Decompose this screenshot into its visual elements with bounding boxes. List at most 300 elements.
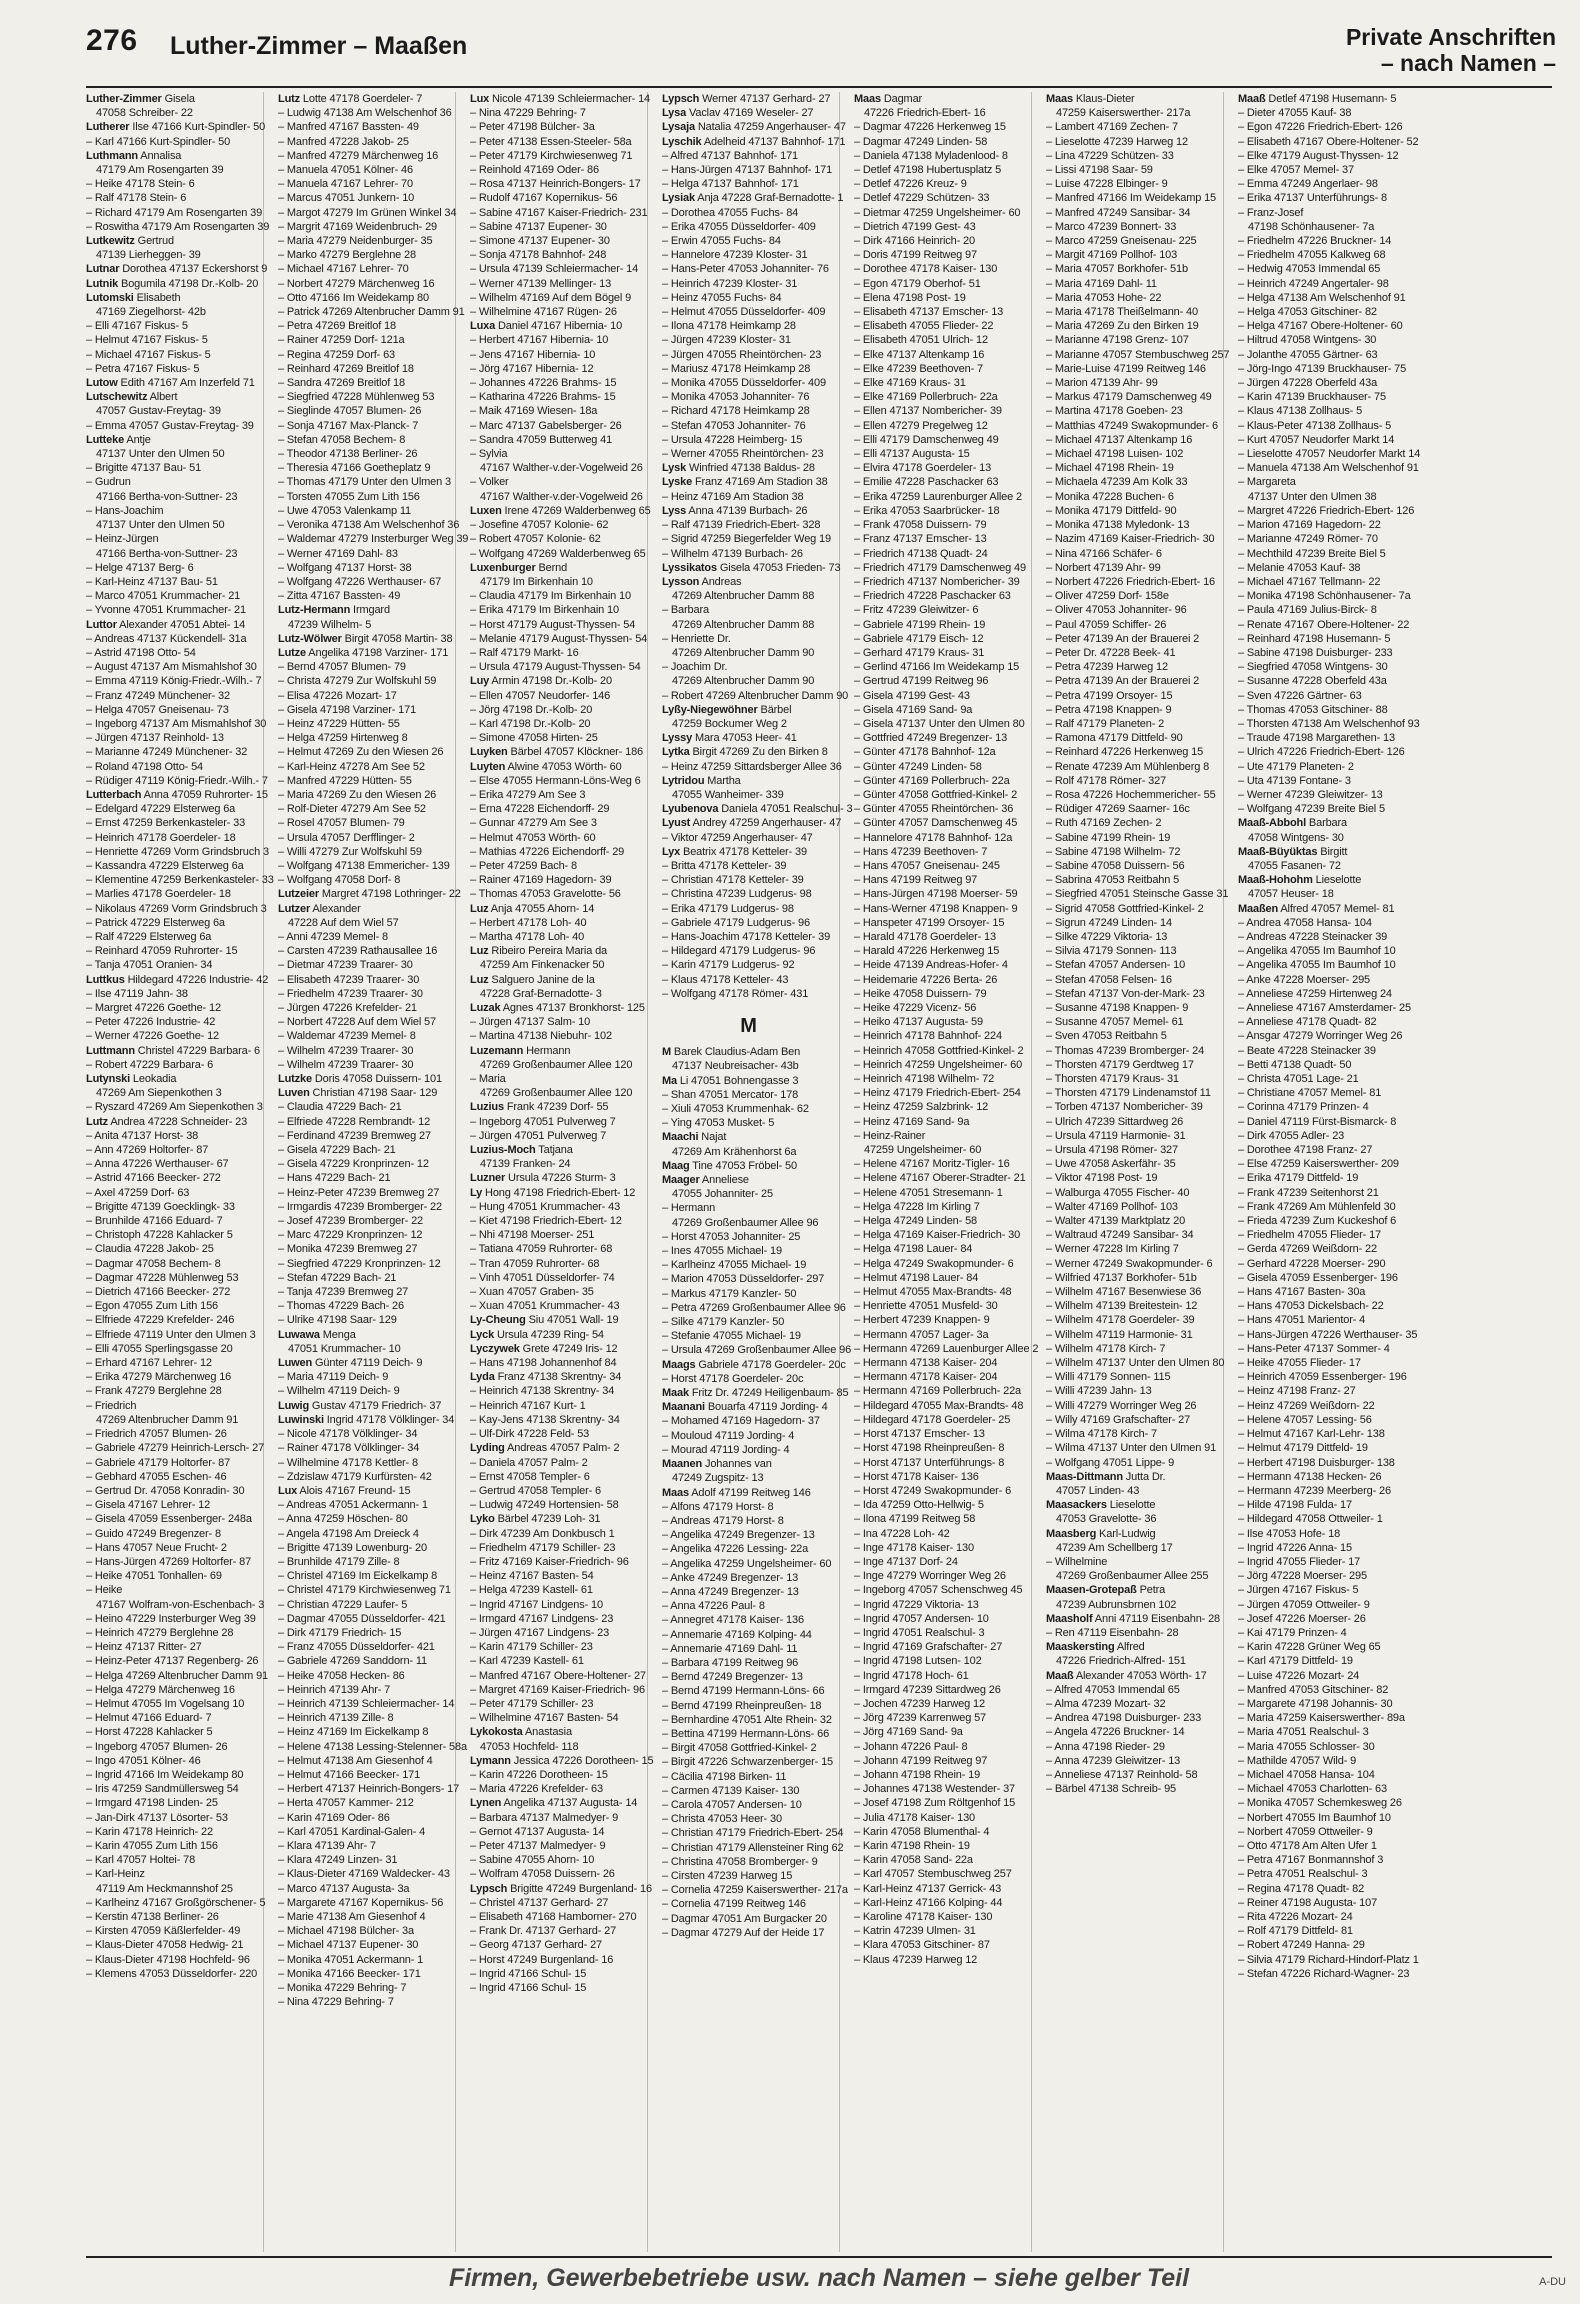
directory-entry: – Detlef 47229 Schützen- 33: [854, 192, 990, 205]
directory-entry: – Manfred 47249 Sansibar- 34: [1046, 206, 1191, 219]
directory-entry: Lyske Franz 47169 Am Stadion 38: [662, 476, 828, 489]
directory-entry: – Siegfried 47228 Mühlenweg 53: [278, 391, 435, 404]
directory-entry: – Daniela 47138 Myladenlood- 8: [854, 149, 1008, 162]
directory-entry: – Angelika 47055 Im Baumhof 10: [1238, 959, 1396, 972]
directory-entry: – Erwin 47055 Fuchs- 84: [662, 235, 781, 248]
directory-entry: 47053 Hochfeld- 118: [480, 1740, 579, 1753]
directory-entry: – Erika 47137 Unterführungs- 8: [1238, 192, 1387, 205]
directory-entry: Lutz Lotte 47178 Goerdeler- 7: [278, 93, 423, 105]
directory-entry: – Christa 47053 Heer- 30: [662, 1813, 782, 1826]
directory-entry: – Luise 47228 Elbinger- 9: [1046, 178, 1168, 191]
directory-entry: – Guido 47249 Bregenzer- 8: [86, 1527, 221, 1540]
directory-entry: – Helga 47057 Gneisenau- 73: [86, 703, 229, 716]
directory-entry: – Petra 47199 Orsoyer- 15: [1046, 689, 1173, 702]
directory-entry: – Xuan 47057 Graben- 35: [470, 1286, 594, 1299]
directory-entry: – Karl-Heinz 47278 Am See 52: [278, 760, 425, 773]
directory-entry: – Marie 47138 Am Giesenhof 4: [278, 1911, 426, 1923]
directory-entry: – Frank Dr. 47137 Gerhard- 27: [470, 1925, 617, 1938]
directory-entry: – Sabine 47198 Wilhelm- 72: [1046, 845, 1181, 858]
directory-entry: Lykokosta Anastasia: [470, 1726, 572, 1739]
directory-entry: Luyken Bärbel 47057 Klöckner- 186: [470, 746, 643, 759]
directory-entry: – Heino 47229 Insterburger Weg 39: [86, 1612, 256, 1625]
directory-entry: – Friedrich 47228 Paschacker 63: [854, 590, 1011, 603]
directory-entry: – Ann 47269 Holtorfer- 87: [86, 1144, 209, 1157]
directory-entry: – Wilhelm 47167 Besenwiese 36: [1046, 1286, 1202, 1299]
directory-entry: – Hans 47199 Reitweg 97: [854, 874, 978, 887]
directory-entry: – Erika 47279 Am See 3: [470, 788, 586, 801]
directory-entry: – Marianne 47249 Münchener- 32: [86, 746, 248, 759]
section-heading-line2: – nach Namen –: [1380, 50, 1556, 76]
directory-entry: – Rolf 47178 Römer- 327: [1046, 774, 1167, 787]
directory-entry: 47179 Am Rosengarten 39: [96, 164, 224, 177]
directory-entry: – Margarete 47167 Kopernikus- 56: [278, 1896, 444, 1909]
directory-entry: – Dietmar 47259 Ungelsheimer- 60: [854, 206, 1021, 219]
directory-entry: – Ellen 47137 Nombericher- 39: [854, 405, 1002, 418]
directory-entry: – Jürgen 47059 Ottweiler- 9: [1238, 1598, 1370, 1611]
directory-entry: – Marion 47053 Düsseldorfer- 297: [662, 1273, 825, 1286]
directory-entry: – Sven 47226 Gärtner- 63: [1238, 689, 1362, 702]
directory-entry: – Ralf 47139 Friedrich-Ebert- 328: [662, 519, 821, 532]
directory-entry: Lutschewitz Albert: [86, 391, 178, 404]
directory-entry: 47269 Großenbaumer Allee 255: [1056, 1570, 1209, 1583]
directory-entry: – Helga 47228 Im Kirling 7: [854, 1200, 980, 1213]
directory-entry: – Anita 47137 Horst- 38: [86, 1129, 199, 1142]
directory-entry: – Annemarie 47169 Kolping- 44: [662, 1628, 812, 1641]
directory-entry: 47269 Großenbaumer Allee 120: [480, 1058, 633, 1071]
directory-entry: – Norbert 47139 Ahr- 99: [1046, 561, 1161, 574]
directory-entry: – Robert 47249 Hanna- 29: [1238, 1939, 1365, 1952]
directory-entry: – Ingrid 47051 Realschul- 3: [854, 1626, 985, 1639]
section-heading-line1: Private Anschriften: [1345, 24, 1556, 50]
directory-entry: – Bernhardine 47051 Alte Rhein- 32: [662, 1713, 832, 1726]
directory-entry: Maager Anneliese: [662, 1174, 749, 1187]
directory-entry: – Manuela 47138 Am Welschenhof 91: [1238, 462, 1419, 475]
page-header: [86, 24, 1566, 84]
directory-entry: – Helene 47138 Lessing-Stelenner- 58a: [278, 1740, 467, 1753]
directory-entry: – Melanie 47179 August-Thyssen- 54: [470, 632, 648, 645]
directory-entry: – Brunhilde 47166 Eduard- 7: [86, 1215, 223, 1228]
section-heading: [1346, 24, 1556, 76]
directory-entry: – Helmut 47055 Max-Brandts- 48: [854, 1286, 1012, 1299]
directory-entry: – Mathias 47226 Eichendorff- 29: [470, 845, 625, 858]
directory-entry: – Monika 47138 Myledonk- 13: [1046, 519, 1190, 532]
directory-entry: Luwen Günter 47119 Deich- 9: [278, 1357, 423, 1370]
directory-entry: – Heike 47051 Tonhallen- 69: [86, 1570, 222, 1583]
directory-entry: – Klaus 47178 Ketteler- 43: [662, 973, 789, 986]
directory-entry: Maaskersting Alfred: [1046, 1641, 1145, 1654]
directory-entry: – Monika 47053 Johanniter- 76: [662, 391, 810, 404]
directory-entry: – Wilhelm 47119 Deich- 9: [278, 1385, 400, 1398]
directory-entry: 47119 Am Heckmannshof 25: [96, 1882, 233, 1895]
directory-entry: – Zitta 47167 Bassten- 49: [278, 590, 401, 603]
directory-entry: – Angela 47198 Am Dreieck 4: [278, 1527, 419, 1540]
directory-entry: – Jürgen 47239 Kloster- 31: [662, 334, 791, 347]
directory-entry: – Marko 47279 Berglehne 28: [278, 249, 416, 262]
directory-entry: 47269 Altenbrucher Damm 88: [672, 590, 815, 603]
directory-entry: – Gabriele 47269 Sanddorn- 11: [278, 1655, 427, 1668]
directory-entry: – Rosel 47057 Blumen- 79: [278, 817, 405, 830]
directory-entry: – Sabine 47167 Kaiser-Friedrich- 231: [470, 206, 648, 219]
directory-entry: – Claudia 47179 Im Birkenhain 10: [470, 590, 631, 603]
directory-entry: Lyck Ursula 47239 Ring- 54: [470, 1328, 604, 1341]
directory-entry: – Harald 47178 Goerdeler- 13: [854, 930, 996, 943]
directory-entry: – Ansgar 47279 Worringer Weg 26: [1238, 1030, 1403, 1043]
directory-entry: – Heinz-Jürgen: [86, 533, 159, 546]
directory-entry: – Monika 47179 Dittfeld- 90: [1046, 504, 1177, 517]
directory-entry: – Werner 47228 Im Kirling 7: [1046, 1243, 1179, 1256]
directory-entry: – Helga 47169 Kaiser-Friedrich- 30: [854, 1229, 1021, 1242]
directory-entry: – Heinz 47259 Salzbrink- 12: [854, 1101, 989, 1114]
directory-entry: – Barbara 47199 Reitweg 96: [662, 1656, 799, 1669]
directory-entry: – Margret 47226 Friedrich-Ebert- 126: [1238, 504, 1415, 517]
directory-entry: – Hans-Jürgen 47226 Werthauser- 35: [1238, 1328, 1418, 1341]
directory-entry: – Waldemar 47239 Memel- 8: [278, 1030, 416, 1043]
directory-entry: – Petra 47198 Knappen- 9: [1046, 703, 1172, 716]
footer-divider: [86, 2256, 1552, 2258]
directory-entry: – Andrea 47198 Duisburger- 233: [1046, 1712, 1202, 1725]
directory-entry: – Angelika 47259 Ungelsheimer- 60: [662, 1557, 832, 1570]
directory-entry: Lutherer Ilse 47166 Kurt-Spindler- 50: [86, 121, 266, 134]
directory-entry: – Günter 47169 Pollerbruch- 22a: [854, 774, 1010, 787]
directory-entry: – Ursula 47139 Schleiermacher- 14: [470, 263, 639, 276]
directory-entry: – Margot 47279 Im Grünen Winkel 34: [278, 206, 457, 219]
directory-entry: – Christian 47229 Laufer- 5: [278, 1598, 408, 1611]
directory-entry: – Torben 47137 Nombericher- 39: [1046, 1101, 1203, 1114]
directory-entry: – Elisabeth 47051 Ulrich- 12: [854, 334, 988, 347]
directory-entry: – Jürgen 47228 Oberfeld 43a: [1238, 377, 1378, 390]
directory-entry: Luther-Zimmer Gisela: [86, 93, 195, 105]
directory-entry: – Marion 47139 Ahr- 99: [1046, 377, 1158, 390]
directory-entry: – Dietmar 47239 Traarer- 30: [278, 959, 413, 972]
listing-column-6: [1046, 92, 1230, 2252]
directory-entry: – Margret 47226 Goethe- 12: [86, 1002, 221, 1014]
directory-entry: – Bettina 47199 Hermann-Löns- 66: [662, 1727, 830, 1740]
directory-entry: – Günter 47057 Damschenweg 45: [854, 817, 1018, 830]
directory-entry: – Wolfgang 47269 Walderbenweg 65: [470, 547, 646, 560]
directory-entry: – Klara 47249 Linzen- 31: [278, 1854, 398, 1867]
directory-entry: – Monika 47051 Ackermann- 1: [278, 1953, 424, 1966]
directory-entry: 47259 Ungelsheimer- 60: [864, 1144, 982, 1157]
directory-entry: – Detlef 47198 Hubertusplatz 5: [854, 164, 1002, 177]
directory-entry: – Ilona 47178 Heimkamp 28: [662, 320, 796, 333]
directory-entry: – Helga 47137 Bahnhof- 171: [662, 178, 799, 191]
directory-entry: – Horst 47178 Kaiser- 136: [854, 1470, 979, 1483]
directory-entry: – Andreas 47137 Kückendell- 31a: [86, 632, 247, 645]
directory-entry: – Markus 47179 Damschenweg 49: [1046, 391, 1212, 404]
directory-entry: – Beate 47228 Steinacker 39: [1238, 1044, 1376, 1057]
directory-entry: – Paula 47169 Julius-Birck- 8: [1238, 604, 1377, 617]
directory-entry: – Johannes 47226 Brahms- 15: [470, 377, 617, 390]
directory-entry: – Peter 47179 Kirchwiesenweg 71: [470, 149, 633, 162]
directory-entry: – Heinz-Peter 47137 Regenberg- 26: [86, 1655, 259, 1668]
directory-entry: 47269 Großenbaumer Allee 96: [672, 1216, 819, 1229]
directory-entry: – Heinrich 47139 Schleiermacher- 14: [278, 1697, 455, 1710]
directory-entry: – Rainer 47169 Hagedorn- 39: [470, 874, 612, 887]
listing-column-5: [854, 92, 1039, 2252]
directory-entry: – Kiet 47198 Friedrich-Ebert- 12: [470, 1215, 622, 1228]
directory-entry: – Gottfried 47249 Bregenzer- 13: [854, 732, 1008, 745]
directory-entry: – Nazim 47169 Kaiser-Friedrich- 30: [1046, 533, 1215, 546]
directory-entry: – Theodor 47138 Berliner- 26: [278, 448, 418, 461]
directory-entry: Luxa Daniel 47167 Hibernia- 10: [470, 320, 623, 333]
directory-entry: – Sigrid 47259 Biegerfelder Weg 19: [662, 533, 831, 546]
directory-entry: – Renate 47167 Obere-Holtener- 22: [1238, 618, 1410, 631]
directory-entry: – Rüdiger 47119 König-Friedr.-Wilh.- 7: [86, 774, 268, 787]
directory-entry: – Norbert 47226 Friedrich-Ebert- 16: [1046, 575, 1215, 588]
directory-entry: Lyda Franz 47138 Skrentny- 34: [470, 1371, 622, 1384]
directory-entry: – Heinz 47169 Sand- 9a: [854, 1115, 970, 1128]
directory-entry: – Marianne 47249 Römer- 70: [1238, 533, 1378, 546]
directory-entry: 47055 Johanniter- 25: [672, 1188, 773, 1201]
directory-entry: – Wolfgang 47239 Breite Biel 5: [1238, 803, 1385, 816]
directory-entry: – Dagmar 47055 Düsseldorfer- 421: [278, 1612, 446, 1625]
directory-entry: – Elvira 47178 Goerdeler- 13: [854, 462, 992, 475]
directory-entry: – Betti 47138 Quadt- 50: [1238, 1058, 1352, 1071]
directory-entry: – Reinhold 47169 Oder- 86: [470, 164, 599, 177]
directory-entry: – Ursula 47057 Derfflinger- 2: [278, 831, 415, 844]
directory-entry: – Elisabeth 47167 Obere-Holtener- 52: [1238, 135, 1419, 148]
directory-entry: – Silke 47179 Kanzler- 50: [662, 1316, 785, 1329]
directory-entry: – Helga 47279 Märchenweg 16: [86, 1683, 235, 1696]
directory-entry: – Hermann: [662, 1202, 716, 1215]
directory-entry: – Maria: [470, 1073, 506, 1086]
directory-entry: – Hermann 47178 Kaiser- 204: [854, 1371, 998, 1384]
directory-entry: – Karin 47139 Bruckhauser- 75: [1238, 391, 1386, 404]
directory-entry: – Ines 47055 Michael- 19: [662, 1245, 782, 1258]
directory-entry: – Norbert 47055 Im Baumhof 10: [1238, 1811, 1391, 1824]
directory-entry: Maachi Najat: [662, 1131, 727, 1144]
directory-entry: – Bernd 47199 Rheinpreußen- 18: [662, 1699, 822, 1712]
directory-entry: – Jürgen 47137 Salm- 10: [470, 1016, 591, 1029]
directory-entry: – Willi 47279 Worringer Weg 26: [1046, 1399, 1197, 1412]
directory-entry: – Marc 47137 Gabelsberger- 26: [470, 419, 622, 432]
directory-entry: – Petra 47139 An der Brauerei 2: [1046, 675, 1200, 688]
directory-entry: – Astrid 47198 Otto- 54: [86, 646, 196, 659]
directory-entry: – Klaus 47138 Zollhaus- 5: [1238, 405, 1363, 418]
directory-entry: – Wolfram 47058 Duissern- 26: [470, 1868, 615, 1881]
directory-entry: – Anni 47239 Memel- 8: [278, 930, 388, 943]
directory-entry: – Margarete 47198 Johannis- 30: [1238, 1697, 1393, 1710]
directory-entry: – Bernd 47199 Hermann-Löns- 66: [662, 1685, 825, 1698]
directory-entry: – Christoph 47228 Kahlacker 5: [86, 1229, 233, 1242]
directory-entry: – Peter 47138 Essen-Steeler- 58a: [470, 135, 632, 148]
directory-entry: – Margrit 47169 Weidenbruch- 29: [278, 220, 438, 233]
directory-entry: – Irmgard 47167 Lindgens- 23: [470, 1612, 614, 1625]
directory-entry: – Maria 47259 Kaiserswerther- 89a: [1238, 1712, 1405, 1725]
directory-entry: – Karl 47166 Kurt-Spindler- 50: [86, 135, 231, 148]
directory-entry: – Zdzislaw 47179 Kurfürsten- 42: [278, 1470, 432, 1483]
directory-entry: – Josef 47226 Moerser- 26: [1238, 1612, 1366, 1625]
directory-entry: – Stefan 47058 Felsen- 16: [1046, 973, 1172, 986]
directory-entry: – Hans 47167 Basten- 30a: [1238, 1286, 1366, 1299]
directory-entry: Lysson Andreas: [662, 575, 742, 588]
directory-entry: – Manfred 47167 Obere-Holtener- 27: [470, 1669, 646, 1682]
directory-entry: – Kurt 47057 Neudorfer Markt 14: [1238, 433, 1395, 446]
directory-entry: – Katrin 47239 Ulmen- 31: [854, 1925, 976, 1938]
directory-entry: – Ernst 47058 Templer- 6: [470, 1470, 590, 1483]
directory-entry: – Angelika 47226 Lessing- 22a: [662, 1543, 809, 1556]
directory-entry: – Karl-Heinz 47137 Gerrick- 43: [854, 1882, 1002, 1895]
directory-entry: – Shan 47051 Mercator- 178: [662, 1088, 799, 1101]
directory-entry: – Gerhard 47228 Moerser- 290: [1238, 1257, 1386, 1270]
directory-entry: – Monika 47239 Bremweg 27: [278, 1243, 418, 1256]
directory-entry: – Lieselotte 47057 Neudorfer Markt 14: [1238, 448, 1421, 461]
directory-entry: Luz Salguero Janine de la: [470, 973, 595, 986]
directory-entry: Lutz Andrea 47228 Schneider- 23: [86, 1115, 248, 1128]
directory-entry: Lyßy-Niegewöhner Bärbel: [662, 703, 792, 716]
directory-entry: Lutzke Doris 47058 Duissern- 101: [278, 1073, 442, 1086]
directory-entry: – Gisela 47059 Essenberger- 196: [1238, 1271, 1398, 1284]
directory-entry: 47228 Graf-Bernadotte- 3: [480, 987, 602, 1000]
directory-entry: – Rolf 47179 Dittfeld- 81: [1238, 1925, 1353, 1938]
directory-entry: – Alma 47239 Mozart- 32: [1046, 1697, 1166, 1710]
directory-entry: – Sabine 47137 Eupener- 30: [470, 220, 607, 233]
directory-entry: – Siegfried 47051 Steinsche Gasse 31: [1046, 888, 1229, 901]
page-number: 276: [86, 24, 138, 57]
directory-entry: – Manuela 47167 Lehrer- 70: [278, 178, 413, 191]
directory-entry: Maags Gabriele 47178 Goerdeler- 20c: [662, 1358, 846, 1371]
directory-entry: – Heiko 47137 Augusta- 59: [854, 1016, 983, 1029]
directory-entry: – Oliver 47053 Johanniter- 96: [1046, 604, 1187, 617]
directory-entry: – Uwe 47058 Askerfähr- 35: [1046, 1158, 1176, 1171]
directory-entry: – Elfriede 47119 Unter den Ulmen 3: [86, 1328, 256, 1341]
directory-entry: Maasackers Lieselotte: [1046, 1499, 1156, 1512]
directory-entry: – Ursula 47269 Großenbaumer Allee 96: [662, 1344, 852, 1357]
directory-entry: – Elisa 47226 Mozart- 17: [278, 689, 397, 702]
directory-entry: Lutze Angelika 47198 Varziner- 171: [278, 646, 449, 659]
directory-entry: – Wilhelm 47139 Burbach- 26: [662, 547, 803, 560]
directory-entry: – Michael 47167 Lehrer- 70: [278, 263, 409, 276]
directory-entry: – Marlies 47178 Goerdeler- 18: [86, 888, 231, 901]
directory-entry: – Lissi 47198 Saar- 59: [1046, 164, 1153, 177]
directory-entry: – Hans-Jürgen 47137 Bahnhof- 171: [662, 164, 833, 177]
directory-entry: – Simone 47058 Hirten- 25: [470, 732, 598, 745]
directory-entry: – Ingrid 47229 Viktoria- 13: [854, 1598, 979, 1611]
directory-entry: – Helga 47053 Gitschiner- 82: [1238, 306, 1377, 319]
directory-entry: – Dagmar 47228 Mühlenweg 53: [86, 1271, 239, 1284]
directory-entry: – Nina 47166 Schäfer- 6: [1046, 547, 1162, 560]
directory-entry: – Gisela 47167 Lehrer- 12: [86, 1499, 211, 1512]
directory-entry: 47167 Walther-v.der-Vogelweid 26: [480, 462, 643, 475]
directory-entry: – Johann 47199 Reitweg 97: [854, 1754, 988, 1767]
directory-entry: – Ulrich 47226 Friedrich-Ebert- 126: [1238, 746, 1405, 759]
directory-entry: – Otto 47166 Im Weidekamp 80: [278, 291, 429, 304]
directory-entry: – Viktor 47259 Angerhauser- 47: [662, 831, 813, 844]
directory-entry: – Manuela 47051 Kölner- 46: [278, 164, 413, 177]
directory-entry: 47166 Bertha-von-Suttner- 23: [96, 490, 238, 503]
directory-entry: – Rudolf 47167 Kopernikus- 56: [470, 192, 618, 205]
directory-entry: – Karin 47178 Heinrich- 22: [86, 1825, 213, 1838]
directory-entry: – Inge 47137 Dorf- 24: [854, 1555, 958, 1568]
directory-entry: – Corinna 47179 Prinzen- 4: [1238, 1101, 1369, 1114]
directory-entry: – Hans 47051 Marientor- 4: [1238, 1314, 1366, 1327]
directory-entry: – Dagmar 47279 Auf der Heide 17: [662, 1926, 825, 1939]
directory-entry: – Paul 47059 Schiffer- 26: [1046, 618, 1167, 631]
directory-entry: – Wilhelm 47169 Auf dem Bögel 9: [470, 291, 632, 304]
directory-entry: – Thomas 47053 Gitschiner- 88: [1238, 703, 1388, 716]
directory-entry: Maasen-Grotepaß Petra: [1046, 1584, 1166, 1597]
directory-entry: – Günter 47055 Rheintörchen- 36: [854, 803, 1014, 816]
directory-entry: – Gisela 47229 Kronprinzen- 12: [278, 1158, 429, 1171]
directory-entry: – Jürgen 47055 Rheintörchen- 23: [662, 348, 822, 361]
directory-entry: – Erhard 47167 Lehrer- 12: [86, 1357, 212, 1370]
directory-entry: – Heinz 47167 Basten- 54: [470, 1570, 594, 1583]
directory-entry: – Ingrid 47166 Schul- 15: [470, 1967, 587, 1980]
directory-entry: – Karl 47057 Stembuschweg 257: [854, 1868, 1012, 1881]
directory-entry: – Maria 47051 Realschul- 3: [1238, 1726, 1369, 1739]
directory-entry: – Frank 47239 Seitenhorst 21: [1238, 1186, 1379, 1199]
directory-entry: – Heinz 47269 Weißdorn- 22: [1238, 1399, 1375, 1412]
directory-entry: – Mechthild 47239 Breite Biel 5: [1238, 547, 1386, 560]
directory-entry: – Gabriele 47279 Heinrich-Lersch- 27: [86, 1442, 265, 1455]
directory-entry: – Kai 47179 Prinzen- 4: [1238, 1626, 1347, 1639]
directory-entry: 47051 Krummacher- 10: [288, 1342, 401, 1355]
directory-entry: – Lambert 47169 Zechen- 7: [1046, 121, 1179, 134]
directory-entry: – Helga 47259 Hirtenweg 8: [278, 732, 408, 745]
directory-entry: – Walburga 47055 Fischer- 40: [1046, 1186, 1190, 1199]
directory-entry: – Karin 47226 Dorotheen- 15: [470, 1768, 608, 1781]
directory-entry: – Egon 47179 Oberhof- 51: [854, 277, 981, 290]
directory-entry: – Karl 47239 Kastell- 61: [470, 1655, 584, 1668]
directory-entry: – Birgit 47226 Schwarzenberger- 15: [662, 1756, 834, 1769]
directory-entry: – Horst 47178 Goerdeler- 20c: [662, 1372, 804, 1385]
directory-entry: – Emma 47119 König-Friedr.-Wilh.- 7: [86, 675, 262, 688]
directory-entry: – Norbert 47279 Märchenweg 16: [278, 277, 435, 290]
directory-entry: – Helmut 47198 Lauer- 84: [854, 1271, 979, 1284]
section-letter: M: [740, 1015, 757, 1037]
directory-entry: – Dirk 47055 Adler- 23: [1238, 1129, 1345, 1142]
directory-entry: Luzak Agnes 47137 Bronkhorst- 125: [470, 1002, 645, 1014]
directory-entry: 47137 Neubreisacher- 43b: [672, 1060, 799, 1073]
directory-entry: – Jörg 47198 Dr.-Kolb- 20: [470, 703, 593, 716]
directory-entry: – Astrid 47166 Beecker- 272: [86, 1172, 221, 1185]
directory-entry: – Wilhelmine 47167 Rügen- 26: [470, 306, 617, 319]
directory-entry: – Peter Dr. 47228 Beek- 41: [1046, 646, 1176, 659]
directory-entry: 47269 Am Krähenhorst 6a: [672, 1145, 797, 1158]
directory-entry: 47055 Fasanen- 72: [1248, 859, 1341, 872]
directory-entry: – Uwe 47053 Valenkamp 11: [278, 504, 411, 517]
directory-entry: Luwawa Menga: [278, 1328, 356, 1341]
directory-entry: Lutnik Bogumila 47198 Dr.-Kolb- 20: [86, 277, 259, 290]
directory-entry: – Sabine 47058 Duissern- 56: [1046, 859, 1185, 872]
directory-entry: – Michael 47167 Fiskus- 5: [86, 348, 211, 361]
directory-entry: – Werner 47239 Gleiwitzer- 13: [1238, 788, 1383, 801]
directory-entry: Lynen Angelika 47137 Augusta- 14: [470, 1797, 638, 1810]
directory-entry: – Peter 47198 Bülcher- 3a: [470, 121, 595, 134]
directory-entry: – Heinrich 47138 Skrentny- 34: [470, 1385, 615, 1398]
directory-entry: – Thomas 47179 Unter den Ulmen 3: [278, 476, 451, 489]
directory-entry: – Hedwig 47053 Immendal 65: [1238, 263, 1381, 276]
directory-entry: – Helmut 47055 Düsseldorfer- 409: [662, 306, 826, 319]
directory-entry: – Klaus-Peter 47138 Zollhaus- 5: [1238, 419, 1392, 432]
directory-entry: – Wilfried 47137 Borkhofer- 51b: [1046, 1271, 1197, 1284]
directory-entry: – Karin 47055 Zum Lith 156: [86, 1839, 218, 1852]
directory-entry: – Silvia 47179 Sonnen- 113: [1046, 945, 1177, 958]
directory-entry: – Detlef 47226 Kreuz- 9: [854, 178, 967, 191]
directory-entry: – Heinrich 47167 Kurt- 1: [470, 1399, 586, 1412]
directory-entry: – Hans-Werner 47198 Knappen- 9: [854, 902, 1018, 915]
directory-entry: – Maik 47169 Wiesen- 18a: [470, 405, 598, 418]
directory-entry: – Anke 47249 Bregenzer- 13: [662, 1571, 799, 1584]
directory-entry: – Xuan 47051 Krummacher- 43: [470, 1300, 620, 1313]
directory-entry: – Dagmar 47249 Linden- 58: [854, 135, 988, 148]
directory-entry: – Friedhelm 47055 Kalkweg 68: [1238, 249, 1386, 262]
directory-entry: – Herbert 47239 Knappen- 9: [854, 1314, 990, 1327]
directory-entry: 47053 Gravelotte- 36: [1056, 1513, 1157, 1526]
directory-entry: – Mouloud 47119 Jording- 4: [662, 1429, 795, 1442]
directory-entry: – Waldemar 47279 Insterburger Weg 39: [278, 533, 469, 546]
directory-entry: – Erika 47259 Laurenburger Allee 2: [854, 490, 1022, 503]
